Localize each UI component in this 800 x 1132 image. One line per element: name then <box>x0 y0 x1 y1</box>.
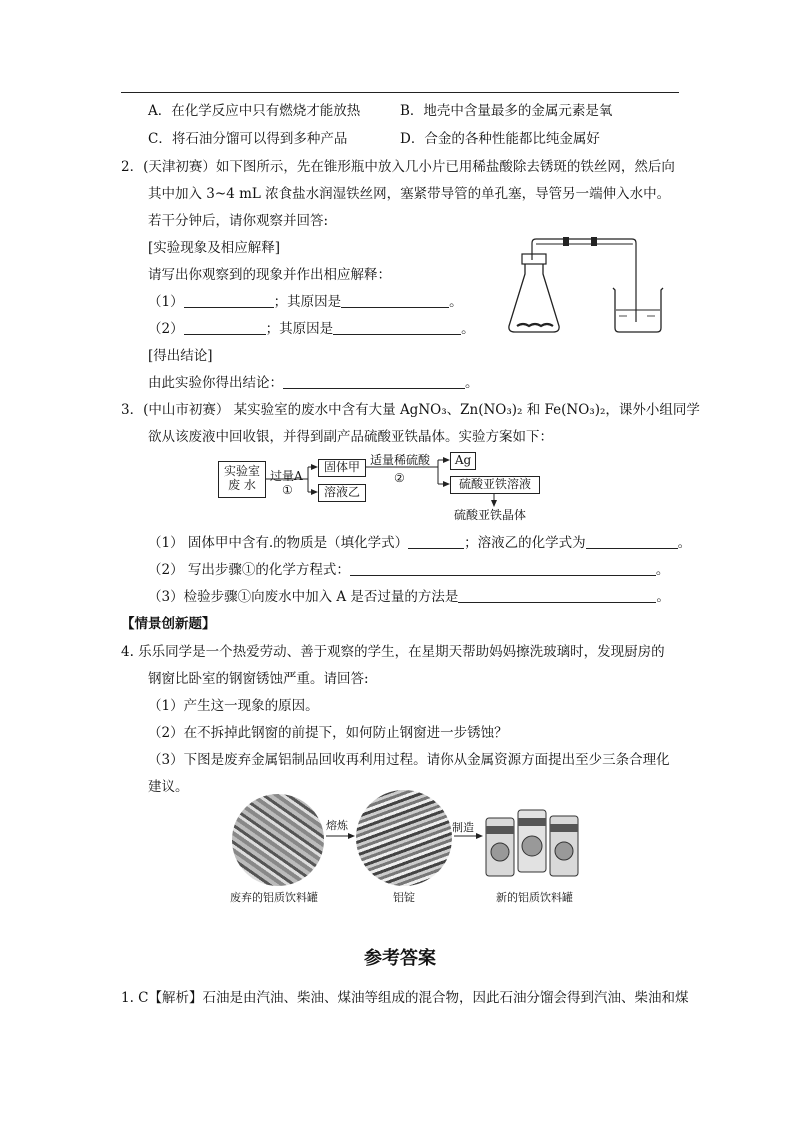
q2-item-2-blank-b[interactable] <box>333 320 461 335</box>
arrow-label-smelt: 熔炼 <box>326 819 348 832</box>
q3-sub-3-blank[interactable] <box>458 588 656 603</box>
section-title-scenario: 【情景创新题】 <box>121 616 216 632</box>
q2-item-2-number: （2） <box>148 321 184 337</box>
q4-line-2: 钢窗比卧室的钢窗锈蚀严重。请回答: <box>148 671 369 687</box>
q3-sub-2-end: 。 <box>655 562 670 578</box>
header-rule <box>121 92 679 93</box>
q1-option-d: D．合金的各种性能都比纯金属好 <box>400 131 600 147</box>
q2-line-3: 若干分钟后，请你观察并回答: <box>148 213 329 229</box>
q2-line-2: 其中加入 3~4 mL 浓食盐水润湿铁丝网，塞紧带导管的单孔塞，导管另一端伸入水中。 <box>148 186 671 202</box>
q2-section-conclusion: [得出结论] <box>148 348 213 364</box>
caption-ingot: 铝锭 <box>393 891 415 904</box>
rubber-stopper <box>522 254 546 264</box>
flow-arrows <box>200 445 560 515</box>
q2-item-1 <box>148 292 463 312</box>
flow-crystal-label: 硫酸亚铁晶体 <box>454 508 527 522</box>
q2-item-2-blank-a[interactable] <box>184 320 266 335</box>
q2-section-phenomenon: [实验现象及相应解释] <box>148 240 281 256</box>
flow-solid-box: 固体甲 <box>318 459 366 477</box>
q2-item-2 <box>148 319 475 339</box>
q3-sub-3-end: 。 <box>656 589 670 605</box>
q3-sub-3-label: （3）检验步骤①向废水中加入 A 是否过量的方法是 <box>148 589 459 605</box>
q3-sub-2-label: （2） 写出步骤①的化学方程式： <box>148 562 350 578</box>
can-2-icon <box>518 810 546 872</box>
q2-conclusion-label: 由此实验你得出结论： <box>148 375 283 391</box>
q2-conclusion-blank[interactable] <box>283 374 465 389</box>
flow-solution-box: 溶液乙 <box>318 484 366 502</box>
flow-step2-label: 适量稀硫酸 <box>370 453 431 467</box>
q2-conclusion-end: 。 <box>465 375 479 391</box>
new-cans-image <box>484 800 580 880</box>
q3-sub-2-blank[interactable] <box>350 561 656 576</box>
arrow-label-manufacture: 制造 <box>452 821 474 834</box>
flow-wastewater-box: 实验室 废 水 <box>218 461 266 498</box>
q4-line-1: 4. 乐乐同学是一个热爱劳动、善于观察的学生，在星期天帮助妈妈擦洗玻璃时，发现厨房的 <box>121 644 665 660</box>
q4-sub-2: （2）在不拆掉此钢窗的前提下，如何防止钢窗进一步锈蚀？ <box>148 725 508 741</box>
waste-cans-photo <box>232 794 324 886</box>
q3-sub-1-blank-b[interactable] <box>586 534 678 549</box>
q3-sub-1-blank-a[interactable] <box>408 534 464 549</box>
q3-sub-2 <box>148 560 669 580</box>
erlenmeyer-flask <box>509 260 559 332</box>
q2-item-1-end: 。 <box>449 294 463 310</box>
tube-joint-1 <box>563 237 569 246</box>
q3-sub-1-label-b: ；溶液乙的化学式为 <box>464 535 586 551</box>
caption-new-cans: 新的铝质饮料罐 <box>496 891 573 904</box>
answer-1: 1. C【解析】石油是由汽油、柴油、煤油等组成的混合物，因此石油分馏会得到汽油、柴油和煤 <box>121 990 689 1006</box>
iron-wire-mesh <box>517 324 553 326</box>
q2-prompt: 请写出你观察到的现象并作出相应解释： <box>148 267 391 283</box>
q2-item-2-end: 。 <box>461 321 475 337</box>
q2-item-1-blank-a[interactable] <box>184 293 274 308</box>
q2-item-1-blank-b[interactable] <box>341 293 449 308</box>
q1-option-b: B．地壳中含量最多的金属元素是氧 <box>400 103 613 119</box>
q1-option-a: A．在化学反应中只有燃烧才能放热 <box>148 103 361 119</box>
q2-item-1-number: （1） <box>148 294 184 310</box>
flask-apparatus-figure <box>505 230 677 342</box>
flow-feso4-box: 硫酸亚铁溶液 <box>450 476 540 494</box>
q4-sub-1: （1）产生这一现象的原因。 <box>148 698 319 714</box>
flow-ag-box: Ag <box>450 452 476 470</box>
q3-sub-3 <box>148 587 670 607</box>
answers-title: 参考答案 <box>364 948 436 969</box>
q2-item-2-reason-label: ；其原因是 <box>265 321 334 337</box>
q4-sub-3: （3）下图是废弃金属铝制品回收再利用过程。请你从金属资源方面提出至少三条合理化 <box>148 752 670 768</box>
flow-step1-number: ① <box>282 483 293 497</box>
flow-step1-label: 过量A <box>270 469 303 483</box>
q3-line-1: 3．(中山市初赛） 某实验室的废水中含有大量 AgNO₃、Zn(NO₃)₂ 和 Fe(NO₃)₂，课外小组同学 <box>121 402 700 418</box>
q2-item-1-reason-label: ；其原因是 <box>273 294 342 310</box>
q1-option-c: C．将石油分馏可以得到多种产品 <box>148 131 348 147</box>
can-3-icon <box>550 816 578 876</box>
q4-sub-3-continued: 建议。 <box>148 779 189 795</box>
q3-sub-1-label: （1） 固体甲中含有.的物质是（填化学式） <box>148 535 409 551</box>
q2-line-1: 2．(天津初赛）如下图所示，先在锥形瓶中放入几小片已用稀盐酸除去锈斑的铁丝网，然后向 <box>121 159 675 175</box>
flow-step2-number: ② <box>394 471 405 485</box>
caption-waste-cans: 废弃的铝质饮料罐 <box>230 891 318 904</box>
q3-line-2: 欲从该废液中回收银，并得到副产品硫酸亚铁晶体。实验方案如下： <box>148 429 553 445</box>
q2-conclusion <box>148 373 479 393</box>
tube-joint-2 <box>591 237 597 246</box>
q3-sub-1 <box>148 533 691 553</box>
can-1-icon <box>486 818 514 876</box>
recycle-arrows <box>318 826 488 846</box>
q3-sub-1-end: 。 <box>677 535 692 551</box>
